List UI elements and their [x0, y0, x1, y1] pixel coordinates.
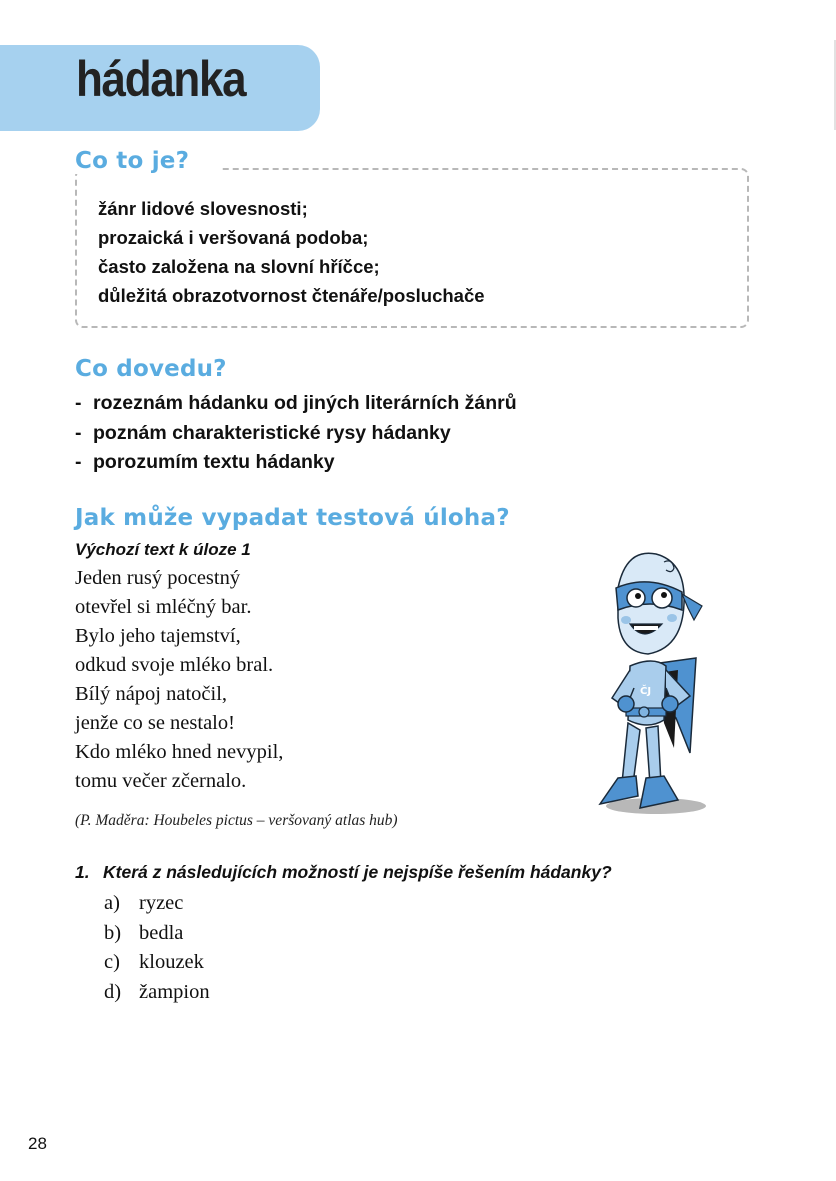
- section-heading-test-task: Jak může vypadat testová úloha?: [75, 505, 510, 531]
- skill-text: rozeznám hádanku od jiných literárních žánrů: [93, 392, 517, 414]
- poem-line: Bylo jeho tajemství,: [75, 625, 241, 647]
- definition-list: [98, 194, 485, 310]
- option-letter: a): [104, 892, 120, 914]
- answer-option-a[interactable]: [104, 889, 210, 919]
- answer-option-c[interactable]: [104, 948, 210, 978]
- skill-item: [75, 419, 517, 449]
- poem-line: odkud svoje mléko bral.: [75, 654, 274, 676]
- poem-line: otevřel si mléčný bar.: [75, 596, 252, 618]
- question-number: 1.: [75, 862, 90, 882]
- poem-line: Bílý nápoj natočil,: [75, 683, 228, 705]
- page-title: hádanka: [76, 51, 246, 107]
- definition-line: často založena na slovní hříčce;: [98, 256, 380, 277]
- option-text: ryzec: [139, 892, 184, 914]
- section-heading-skills: Co dovedu?: [75, 356, 227, 382]
- question-1: [75, 862, 612, 883]
- chest-emblem: ČJ: [640, 686, 652, 697]
- poem-line: Jeden rusý pocestný: [75, 567, 241, 589]
- option-text: bedla: [139, 921, 184, 944]
- poem-line: jenže co se nestalo!: [75, 712, 235, 734]
- question-text: Která z následujících možností je nejspíše řešením hádanky?: [103, 862, 612, 882]
- skill-item: [75, 448, 517, 478]
- section-heading-what-is-it: Co to je?: [75, 148, 190, 174]
- definition-line: prozaická i veršovaná podoba;: [98, 227, 369, 248]
- option-text: klouzek: [139, 951, 204, 973]
- skill-item: [75, 389, 517, 419]
- answer-option-d[interactable]: [104, 978, 210, 1008]
- riddle-poem: [75, 564, 283, 796]
- answer-option-b[interactable]: [104, 919, 210, 949]
- source-text-label: Výchozí text k úloze 1: [75, 540, 251, 559]
- skill-text: porozumím textu hádanky: [93, 451, 335, 473]
- option-letter: b): [104, 921, 122, 944]
- bullet-dash: -: [75, 392, 82, 414]
- page-number: 28: [28, 1134, 47, 1153]
- definition-line: žánr lidové slovesnosti;: [98, 198, 308, 219]
- skills-list: [75, 389, 517, 478]
- skill-text: poznám charakteristické rysy hádanky: [93, 421, 451, 444]
- poem-citation: (P. Maděra: Houbeles pictus – veršovaný atlas hub): [75, 812, 398, 829]
- definition-line: důležitá obrazotvornost čtenáře/posluchače: [98, 285, 485, 306]
- answer-options: [104, 889, 210, 1007]
- poem-line: Kdo mléko hned nevypil,: [75, 741, 284, 763]
- option-text: žampion: [139, 980, 210, 1003]
- superhero-mascot-icon: [578, 548, 728, 820]
- bullet-dash: -: [75, 421, 82, 444]
- option-letter: d): [104, 980, 122, 1003]
- bullet-dash: -: [75, 451, 82, 473]
- poem-line: tomu večer zčernalo.: [75, 770, 247, 792]
- option-letter: c): [104, 951, 120, 973]
